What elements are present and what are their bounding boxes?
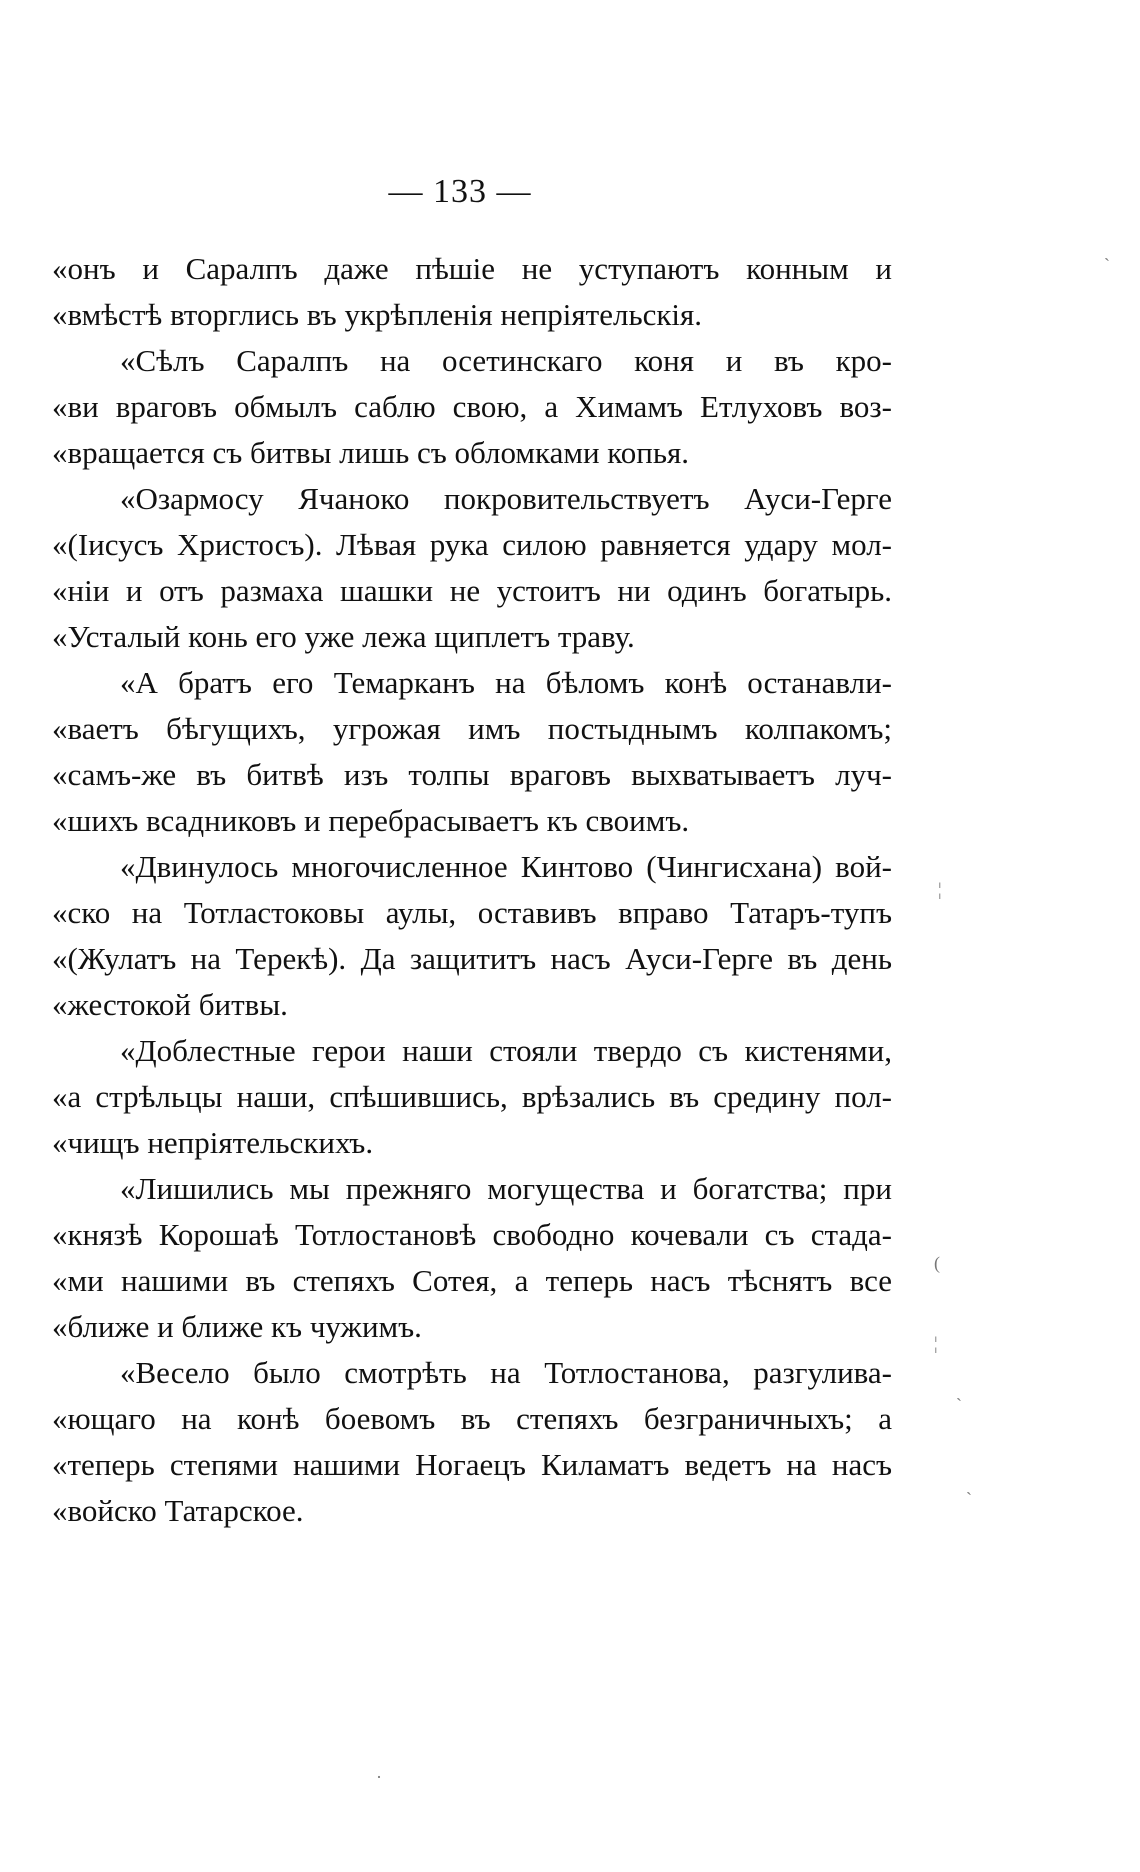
text-body bbox=[52, 246, 892, 1534]
text-line: «чищъ непріятельскихъ. bbox=[52, 1125, 374, 1160]
text-line: «войско Татарское. bbox=[52, 1493, 304, 1528]
text-line: «Двинулось многочисленное Кинтово (Чингисхана) вой- bbox=[120, 849, 892, 884]
text-line: «А братъ его Темарканъ на бѣломъ конѣ останавли- bbox=[120, 665, 892, 700]
paragraph-3 bbox=[52, 476, 892, 660]
paragraph-5 bbox=[52, 844, 892, 1028]
text-line: «Весело было смотрѣть на Тотлостанова, разгулива- bbox=[120, 1355, 892, 1390]
text-line: «самъ-же въ битвѣ изъ толпы враговъ выхватываетъ луч- bbox=[52, 757, 892, 792]
margin-speck: ( bbox=[934, 1253, 940, 1273]
paragraph-1 bbox=[52, 246, 892, 338]
text-line: «ми нашими въ степяхъ Сотея, а теперь насъ тѣснятъ все bbox=[52, 1263, 892, 1298]
text-line: «Лишились мы прежняго могущества и богатства; при bbox=[120, 1171, 892, 1206]
text-line: «вращается съ битвы лишь съ обломками копья. bbox=[52, 435, 690, 470]
text-line: «ближе и ближе къ чужимъ. bbox=[52, 1309, 422, 1344]
text-line: «(Іисусъ Христосъ). Лѣвая рука силою равняется удару мол- bbox=[52, 527, 892, 562]
page-number: — 133 — bbox=[388, 173, 532, 210]
margin-speck: ¦ bbox=[934, 1333, 938, 1353]
paragraph-7 bbox=[52, 1166, 892, 1350]
text-line: «Усталый конь его уже лежа щиплетъ траву. bbox=[52, 619, 635, 654]
text-line: «ско на Тотластоковы аулы, оставивъ вправо Татаръ-тупъ bbox=[52, 895, 892, 930]
text-line: «ющаго на конѣ боевомъ въ степяхъ безграничныхъ; а bbox=[52, 1401, 892, 1436]
text-line: «теперь степями нашими Ногаецъ Киламатъ ведетъ на насъ bbox=[52, 1447, 892, 1482]
paragraph-4 bbox=[52, 660, 892, 844]
text-line: «онъ и Саралпъ даже пѣшіе не уступаютъ конным и bbox=[52, 251, 892, 286]
text-line: «ваетъ бѣгущихъ, угрожая имъ постыднымъ колпакомъ; bbox=[52, 711, 892, 746]
text-line: «Сѣлъ Саралпъ на осетинскаго коня и въ кро- bbox=[120, 343, 892, 378]
margin-speck: ˏ bbox=[1104, 241, 1110, 261]
paragraph-8 bbox=[52, 1350, 892, 1534]
margin-speck: ˏ bbox=[966, 1475, 972, 1495]
text-line: «ніи и отъ размаха шашки не устоитъ ни одинъ богатырь. bbox=[52, 573, 892, 608]
text-line: «князѣ Корошаѣ Тотлостановѣ свободно кочевали съ стада- bbox=[52, 1217, 892, 1252]
margin-speck: ` bbox=[956, 1395, 962, 1415]
paragraph-6 bbox=[52, 1028, 892, 1166]
paragraph-2 bbox=[52, 338, 892, 476]
margin-speck: ¦ bbox=[938, 879, 942, 899]
text-line: «Доблестные герои наши стояли твердо съ кистенями, bbox=[120, 1033, 892, 1068]
text-line: «Озармосу Ячаноко покровительствуетъ Ауси-Герге bbox=[120, 481, 892, 516]
margin-speck: · bbox=[376, 1767, 382, 1787]
text-line: «вмѣстѣ вторглись въ укрѣпленія непріятельскія. bbox=[52, 297, 703, 332]
text-line: «ви враговъ обмылъ саблю свою, а Химамъ Етлуховъ воз- bbox=[52, 389, 892, 424]
text-line: «жестокой битвы. bbox=[52, 987, 288, 1022]
text-line: «шихъ всадниковъ и перебрасываетъ къ своимъ. bbox=[52, 803, 690, 838]
text-line: «а стрѣльцы наши, спѣшившись, врѣзались въ средину пол- bbox=[52, 1079, 892, 1114]
text-line: «(Жулатъ на Терекѣ). Да защититъ насъ Ауси-Герге въ день bbox=[52, 941, 892, 976]
